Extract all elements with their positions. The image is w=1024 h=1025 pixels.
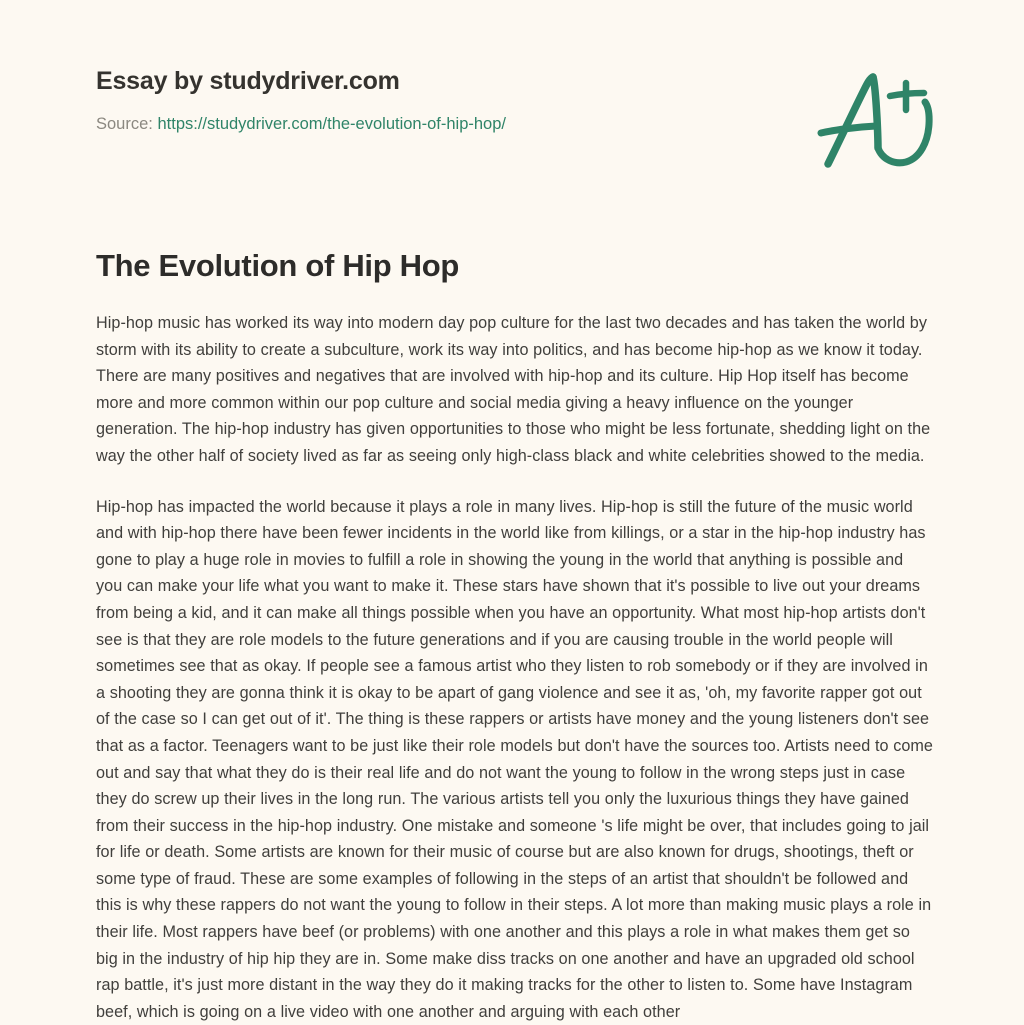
source-label: Source: — [96, 115, 153, 133]
essay-by-heading: Essay by studydriver.com — [96, 67, 400, 95]
page-header — [0, 0, 1024, 200]
header-text-block — [96, 66, 776, 135]
essay-paragraph-1: Hip-hop music has worked its way into modern day pop culture for the last two decades and has taken the world by storm with its ability to create a subculture, work its way into politics, and has become hip-hop as we know it today. There are many positives and negatives that are involved with hip-hop and its culture. Hip Hop itself has become more and more common within our pop culture and social media giving a heavy influence on the younger generation. The hip-hop industry has given opportunities to those who might be less fortunate, shedding light on the way the other half of society lived as far as seeing only high-class black and white celebrities showed to the media. — [96, 314, 931, 465]
page-title: The Evolution of Hip Hop — [96, 248, 460, 283]
essay-body — [96, 310, 934, 1025]
studydriver-a-plus-logo-icon[interactable] — [812, 66, 938, 170]
essay-paragraph-2: Hip-hop has impacted the world because it plays a role in many lives. Hip-hop is still the future of the music world and with hip-hop there have been fewer incidents in the world like from killings, or a star in the hip-hop industry has gone to play a huge role in movies to fulfill a role in showing the young in the world that anything is possible and you can make your life what you want to make it. These stars have shown that it's possible to live out your dreams from being a kid, and it can make all things possible when you have an opportunity. What most hip-hop artists don't see is that they are role models to the future generations and if you are causing trouble in the world people will sometimes see that as okay. If people see a famous artist who they listen to rob somebody or if they are involved in a shooting they are gonna think it is okay to be apart of gang violence and see it as, 'oh, my favorite rapper got out of the case so I can get out of it'. The thing is these rappers or artists have money and the young listeners don't see that as a factor. Teenagers want to be just like their role models but don't have the sources too. Artists need to come out and say that what they do is their real life and do not want the young to follow in the wrong steps just in case they do screw up their lives in the long run. The various artists tell you only the luxurious things they have gained from their success in the hip-hop industry. One mistake and someone 's life might be over, that includes going to jail for life or death. Some artists are known for their music of course but are also known for drugs, shootings, theft or some type of fraud. These are some examples of following in the steps of an artist that shouldn't be followed and this is why these rappers do not want the young to follow in their steps. A lot more than making music plays a role in their life. Most rappers have beef (or problems) with one another and this plays a role in what makes them get so big in the industry of hip hip they are in. Some make diss tracks on one another and have an upgraded old school rap battle, it's just more distant in the way they do it making tracks for the other to listen to. Some have Instagram beef, which is going on a live video with one another and arguing with each other — [96, 497, 933, 1021]
source-url-link[interactable]: https://studydriver.com/the-evolution-of-hip-hop/ — [157, 115, 506, 133]
source-line — [96, 114, 776, 135]
